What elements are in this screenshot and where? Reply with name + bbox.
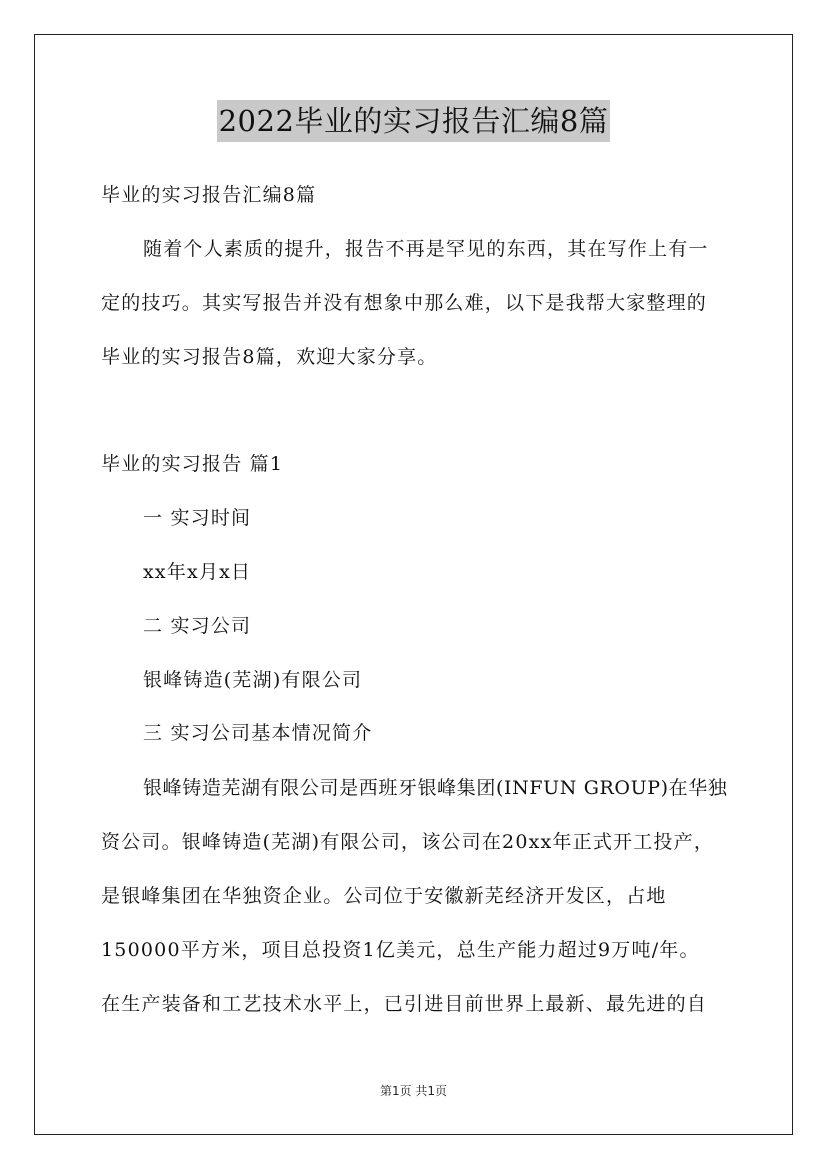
list-item: 三 实习公司基本情况简介 [143,722,373,744]
document-subtitle: 毕业的实习报告汇编8篇 [101,184,317,206]
body-line: 是银峰集团在华独资企业。公司位于安徽新芜经济开发区，占地 [101,885,667,907]
list-item: 一 实习时间 [143,507,252,529]
page-footer: 第1页 共1页 [379,1084,448,1098]
intro-line: 随着个人素质的提升，报告不再是罕见的东西，其在写作上有一 [143,238,709,260]
body-line: 银峰铸造芜湖有限公司是西班牙银峰集团(INFUN GROUP)在华独 [143,777,728,799]
body-line: 150000平方米，项目总投资1亿美元，总生产能力超过9万吨/年。 [101,939,700,961]
body-line: 在生产装备和工艺技术水平上，已引进目前世界上最新、最先进的自 [101,993,708,1015]
list-item: xx年x月x日 [143,561,252,583]
title-container [0,100,827,142]
body-line: 资公司。银峰铸造(芜湖)有限公司，该公司在20xx年正式开工投产， [101,831,715,853]
document-title: 2022毕业的实习报告汇编8篇 [217,100,611,142]
list-item: 二 实习公司 [143,615,252,637]
section-heading: 毕业的实习报告 篇1 [101,453,284,475]
list-item: 银峰铸造(芜湖)有限公司 [143,669,363,691]
intro-line: 毕业的实习报告8篇，欢迎大家分享。 [101,346,438,368]
intro-line: 定的技巧。其实写报告并没有想象中那么难，以下是我帮大家整理的 [101,292,708,314]
